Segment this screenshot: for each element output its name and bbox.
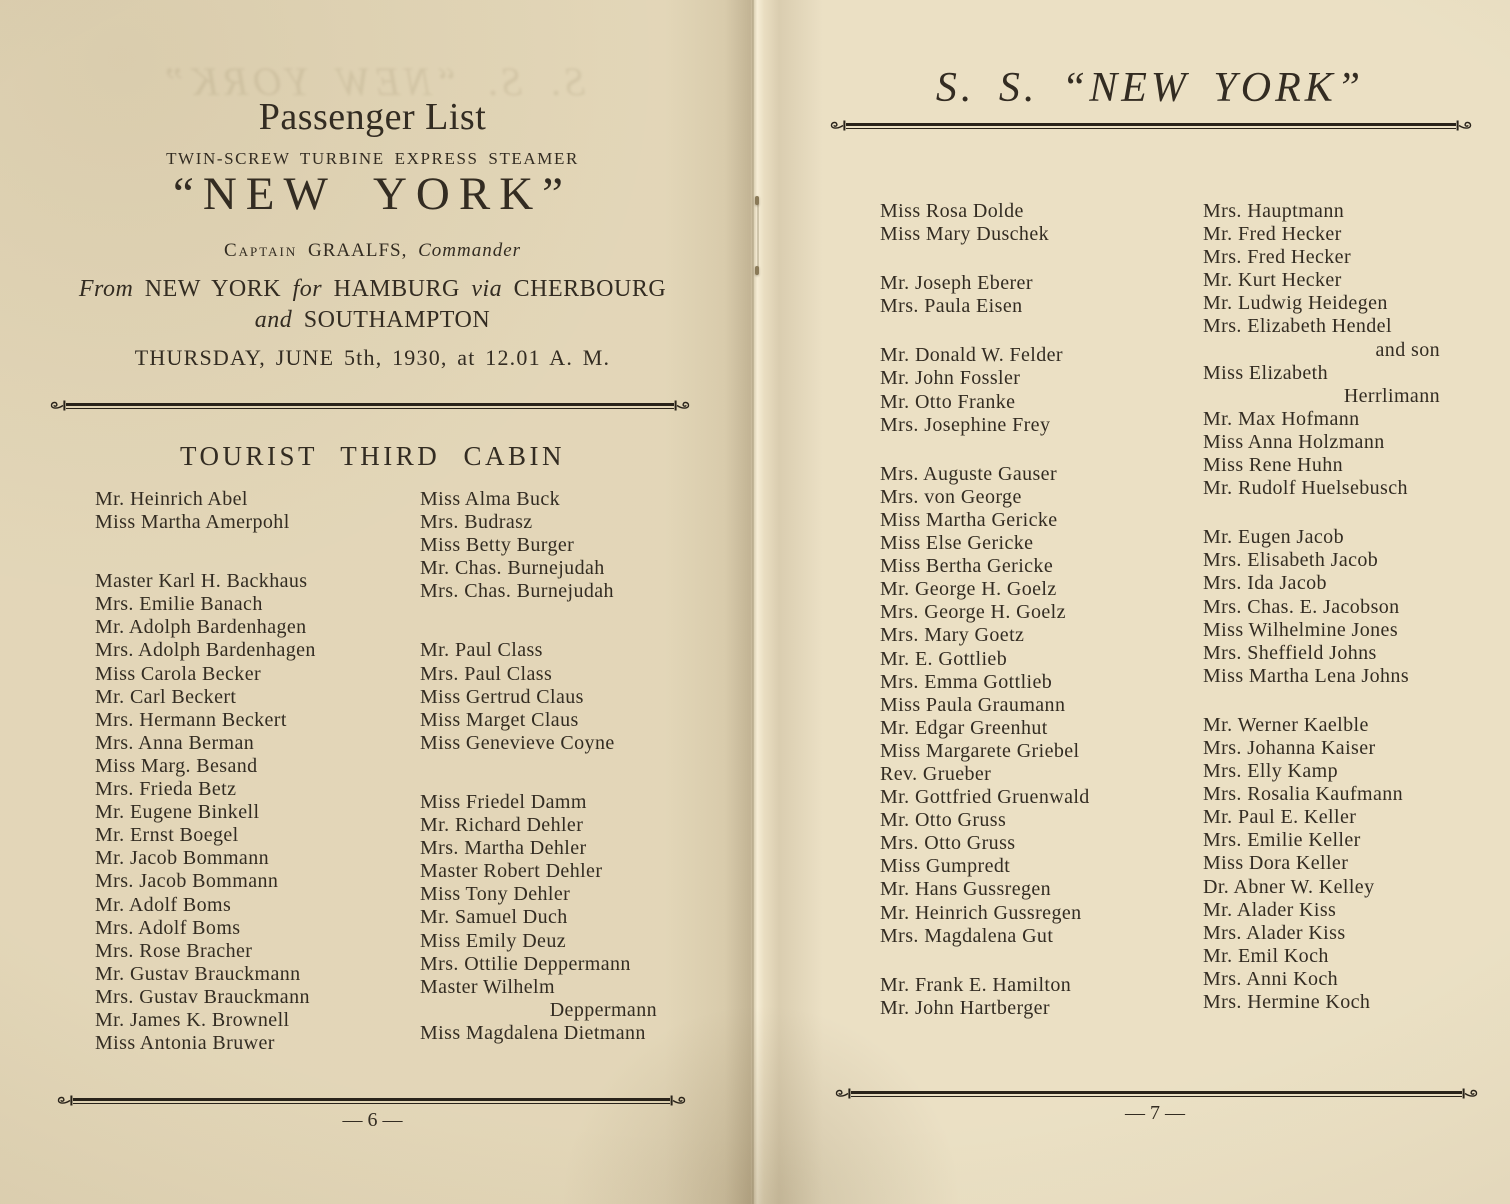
passenger-name: Mr. E. Gottlieb xyxy=(880,647,1008,670)
passenger-name xyxy=(880,948,1185,974)
passenger-name: and son xyxy=(1375,338,1440,361)
passenger-name: Mrs. Chas. Burnejudah xyxy=(420,580,614,603)
scroll-ornament-icon xyxy=(55,1094,73,1107)
passenger-column-4 xyxy=(1203,200,1465,1014)
passenger-name: Mrs. Auguste Gauser xyxy=(880,462,1058,485)
route-segment: From xyxy=(78,276,145,302)
passenger-name: Miss Paula Graumann xyxy=(880,693,1066,716)
passenger-name: Mrs. Rose Bracher xyxy=(95,939,253,962)
passenger-name: Master Robert Dehler xyxy=(420,860,603,883)
passenger-name: Mrs. Rosalia Kaufmann xyxy=(1203,783,1404,806)
passenger-name: Mrs. Hauptmann xyxy=(1203,200,1345,222)
passenger-name: Mr. Hans Gussregen xyxy=(880,878,1052,901)
binding-stitch xyxy=(755,266,759,275)
passenger-name: Mr. Jacob Bommann xyxy=(95,847,270,870)
passenger-name: Mr. Max Hofmann xyxy=(1203,407,1360,430)
passenger-name: Mr. Joseph Eberer xyxy=(880,272,1033,295)
passenger-name: Miss Elizabeth xyxy=(1203,361,1329,384)
binding-stitch xyxy=(755,196,759,205)
passenger-name: Miss Wilhelmine Jones xyxy=(1203,618,1399,641)
ornamental-rule xyxy=(833,1087,1480,1100)
rule-bar xyxy=(851,1091,1462,1097)
passenger-name: Mrs. Hermine Koch xyxy=(1203,991,1371,1013)
passenger-name: Miss Dora Keller xyxy=(1203,852,1349,875)
passenger-name: Mrs. Hermann Beckert xyxy=(95,708,287,731)
passenger-name: Mr. James K. Brownell xyxy=(95,1008,290,1031)
sailing-date-line: THURSDAY, JUNE 5th, 1930, at 12.01 A. M. xyxy=(134,345,611,370)
passenger-name: Mr. Donald W. Felder xyxy=(880,344,1063,367)
passenger-name: Master Wilhelm xyxy=(420,975,555,998)
passenger-name: Mr. Paul Class xyxy=(420,639,543,662)
passenger-name: Mr. Werner Kaelble xyxy=(1203,713,1369,736)
passenger-name: Mrs. Jacob Bommann xyxy=(95,870,279,893)
passenger-name: Mr. Richard Dehler xyxy=(420,814,584,837)
passenger-name: Mrs. von George xyxy=(880,485,1022,508)
passenger-name: Mrs. Anni Koch xyxy=(1203,967,1339,990)
route-line-2 xyxy=(60,307,685,334)
passenger-name: Mr. Chas. Burnejudah xyxy=(420,557,605,580)
passenger-name: Master Karl H. Backhaus xyxy=(95,570,308,593)
passenger-name xyxy=(420,755,682,791)
passenger-name xyxy=(1203,500,1465,526)
passenger-name: Dr. Abner W. Kelley xyxy=(1203,875,1375,898)
passenger-name: Mr. Ludwig Heidegen xyxy=(1203,292,1388,315)
scroll-ornament-icon xyxy=(670,1094,688,1107)
passenger-name: Mrs. Johanna Kaiser xyxy=(1203,736,1376,759)
route-segment: CHERBOURG xyxy=(513,276,667,302)
passenger-column-2 xyxy=(420,488,682,1045)
passenger-name xyxy=(880,318,1185,344)
rule-bar xyxy=(66,403,674,409)
route-line-1 xyxy=(60,276,685,303)
passenger-name: Miss Else Gericke xyxy=(880,532,1034,555)
passenger-name: Mr. Otto Franke xyxy=(880,390,1016,413)
route-segment: NEW YORK xyxy=(144,276,293,302)
page-title: Passenger List xyxy=(258,96,487,138)
passenger-name: Mr. Paul E. Keller xyxy=(1203,806,1357,829)
passenger-name: Mr. John Hartberger xyxy=(880,996,1050,1019)
ornamental-rule xyxy=(828,119,1474,132)
passenger-name: Miss Marg. Besand xyxy=(95,754,258,777)
passenger-name: Mr. Alader Kiss xyxy=(1203,898,1337,921)
passenger-name: Mrs. Josephine Frey xyxy=(880,413,1051,436)
scroll-ornament-icon xyxy=(1456,119,1474,132)
passenger-name: Miss Martha Amerpohl xyxy=(95,511,290,534)
passenger-name: Mrs. Anna Berman xyxy=(95,731,255,754)
passenger-name: Miss Margarete Griebel xyxy=(880,739,1080,762)
passenger-name: Mr. Ernst Boegel xyxy=(95,824,239,847)
passenger-name: Miss Magdalena Dietmann xyxy=(420,1021,646,1044)
passenger-name: Mrs. Mary Goetz xyxy=(880,624,1025,647)
passenger-name: Mr. John Fossler xyxy=(880,367,1021,390)
passenger-name: Miss Betty Burger xyxy=(420,534,575,557)
passenger-name: Mr. Edgar Greenhut xyxy=(880,716,1048,739)
passenger-name: Mrs. Adolf Boms xyxy=(95,916,241,939)
passenger-name: Mrs. Paula Eisen xyxy=(880,295,1023,318)
fold-crease xyxy=(752,0,754,1204)
passenger-name: Mr. Heinrich Abel xyxy=(95,488,248,510)
route-segment: and xyxy=(254,307,304,333)
passenger-name: Rev. Grueber xyxy=(880,762,992,785)
passenger-name: Mrs. George H. Goelz xyxy=(880,601,1066,624)
passenger-name: Miss Tony Dehler xyxy=(420,883,571,906)
passenger-name xyxy=(1203,688,1465,714)
passenger-name: Mrs. Emilie Banach xyxy=(95,593,263,616)
passenger-name: Miss Gumpredt xyxy=(880,855,1011,878)
passenger-name xyxy=(95,534,395,570)
route-segment: SOUTHAMPTON xyxy=(303,307,491,333)
passenger-name: Mrs. Magdalena Gut xyxy=(880,924,1054,947)
passenger-name: Mrs. Alader Kiss xyxy=(1203,921,1346,944)
passenger-name: Miss Alma Buck xyxy=(420,488,561,510)
ornamental-rule xyxy=(48,399,692,412)
captain-line xyxy=(60,240,685,262)
passenger-name: Mrs. Gustav Brauckmann xyxy=(95,985,310,1008)
route-segment: via xyxy=(471,276,514,302)
captain-name: GRAALFS, xyxy=(308,240,408,261)
scroll-ornament-icon xyxy=(48,399,66,412)
captain-title: Commander xyxy=(418,240,522,261)
steamer-type-line: TWIN-SCREW TURBINE EXPRESS STEAMER xyxy=(166,149,579,168)
route-segment: for xyxy=(292,276,334,302)
passenger-name: Mr. Adolph Bardenhagen xyxy=(95,616,307,639)
passenger-name: Herrlimann xyxy=(1343,384,1440,407)
passenger-name: Mr. Otto Gruss xyxy=(880,809,1007,832)
passenger-name xyxy=(420,603,682,639)
passenger-name: Miss Martha Lena Johns xyxy=(1203,664,1409,687)
passenger-name: Mr. Adolf Boms xyxy=(95,893,232,916)
ornamental-rule xyxy=(55,1094,688,1107)
passenger-name: Miss Rosa Dolde xyxy=(880,200,1024,222)
passenger-name: Mrs. Elizabeth Hendel xyxy=(1203,315,1392,338)
ship-name: “NEW YORK” xyxy=(172,168,573,220)
show-through-ghost-text: S. S. “NEW YORK” xyxy=(159,59,586,104)
passenger-name: Miss Genevieve Coyne xyxy=(420,731,615,754)
binding-thread xyxy=(757,200,759,270)
scroll-ornament-icon xyxy=(1462,1087,1480,1100)
passenger-name xyxy=(880,437,1185,463)
passenger-name: Mr. Eugene Binkell xyxy=(95,801,260,824)
scroll-ornament-icon xyxy=(674,399,692,412)
passenger-name: Mrs. Frieda Betz xyxy=(95,778,237,801)
scroll-ornament-icon xyxy=(828,119,846,132)
passenger-name: Mr. Rudolf Huelsebusch xyxy=(1203,477,1408,500)
passenger-name: Mrs. Otto Gruss xyxy=(880,832,1016,855)
passenger-column-3 xyxy=(880,200,1185,1020)
passenger-name: Mrs. Ottilie Deppermann xyxy=(420,952,631,975)
passenger-name: Mrs. Paul Class xyxy=(420,662,553,685)
passenger-name: Mrs. Budrasz xyxy=(420,511,533,534)
passenger-name: Miss Mary Duschek xyxy=(880,223,1050,246)
passenger-name: Mr. Fred Hecker xyxy=(1203,223,1342,246)
passenger-name: Miss Antonia Bruwer xyxy=(95,1032,275,1055)
section-heading: TOURIST THIRD CABIN xyxy=(179,441,566,471)
passenger-name: Miss Bertha Gericke xyxy=(880,555,1054,578)
passenger-name: Miss Marget Claus xyxy=(420,708,579,731)
passenger-name: Mr. Kurt Hecker xyxy=(1203,269,1342,292)
passenger-name: Mr. Carl Beckert xyxy=(95,685,237,708)
passenger-name: Mrs. Elisabeth Jacob xyxy=(1203,549,1379,572)
page-number: — 7 — xyxy=(1125,1102,1185,1124)
passenger-name: Mr. George H. Goelz xyxy=(880,578,1057,601)
passenger-name: Miss Carola Becker xyxy=(95,662,262,685)
passenger-name: Miss Gertrud Claus xyxy=(420,685,584,708)
scroll-ornament-icon xyxy=(833,1087,851,1100)
passenger-name: Deppermann xyxy=(549,998,657,1021)
passenger-name: Mrs. Ida Jacob xyxy=(1203,572,1327,595)
rule-bar xyxy=(73,1098,670,1104)
passenger-name: Miss Martha Gericke xyxy=(880,508,1058,531)
passenger-name: Mr. Emil Koch xyxy=(1203,944,1329,967)
passenger-name: Mrs. Elly Kamp xyxy=(1203,760,1339,783)
rule-bar xyxy=(846,123,1456,129)
passenger-column-1 xyxy=(95,488,395,1055)
running-head-ship-name: S. S. “NEW YORK” xyxy=(935,65,1365,111)
passenger-name: Mrs. Emma Gottlieb xyxy=(880,670,1053,693)
passenger-name: Mr. Samuel Duch xyxy=(420,906,568,929)
passenger-name: Mrs. Fred Hecker xyxy=(1203,246,1352,269)
passenger-name: Mr. Gottfried Gruenwald xyxy=(880,786,1090,809)
passenger-name: Mrs. Emilie Keller xyxy=(1203,829,1361,852)
page-number: — 6 — xyxy=(342,1109,403,1131)
passenger-name: Mr. Frank E. Hamilton xyxy=(880,973,1072,996)
passenger-name: Mrs. Martha Dehler xyxy=(420,837,587,860)
passenger-name: Miss Rene Huhn xyxy=(1203,454,1344,477)
passenger-name: Mrs. Sheffield Johns xyxy=(1203,641,1377,664)
captain-rank: Captain xyxy=(223,240,298,261)
passenger-name: Miss Friedel Damm xyxy=(420,790,587,813)
passenger-name: Mr. Eugen Jacob xyxy=(1203,526,1344,549)
passenger-name: Mrs. Adolph Bardenhagen xyxy=(95,639,316,662)
passenger-name: Mr. Gustav Brauckmann xyxy=(95,962,301,985)
passenger-name xyxy=(880,246,1185,272)
route-segment: HAMBURG xyxy=(333,276,472,302)
passenger-name: Miss Emily Deuz xyxy=(420,929,566,952)
passenger-name: Mrs. Chas. E. Jacobson xyxy=(1203,595,1400,618)
passenger-name: Mr. Heinrich Gussregen xyxy=(880,901,1082,924)
passenger-name: Miss Anna Holzmann xyxy=(1203,430,1385,453)
